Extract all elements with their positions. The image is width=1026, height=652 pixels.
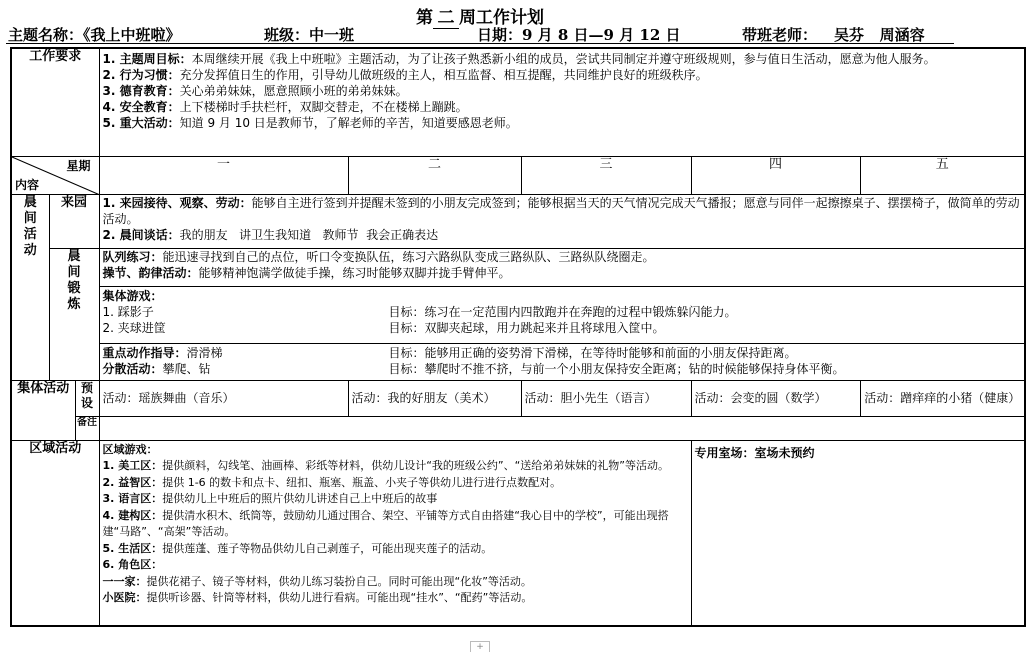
collective-planned-row [11,380,1025,416]
arrival-row [11,194,1025,248]
area-item: 3. 语言区：提供幼儿上中班后的照片供幼儿讲述自己上中班后的故事 [102,492,438,505]
collective-notes-row [11,416,1025,440]
title-suffix: 周工作计划 [459,8,544,28]
area-item: 4. 建构区：提供清水积木、纸筒等，鼓励幼儿通过围合、架空、平铺等方式自由搭建“我心目中的学校”，可能出现搭建“马路”、“高架”等活动。 [102,508,669,538]
area-item: 5. 生活区：提供莲蓬、莲子等物品供幼儿自己剥莲子，可能出现夹莲子的活动。 [102,541,493,555]
content-label: 内容 [15,177,40,192]
arrival-label: 来园 [49,194,99,248]
exercise-games-row [11,286,1025,380]
requirement-item: 5. 重大活动：知道 9 月 10 日是教师节，了解老师的辛苦，知道要感恩老师。 [102,116,518,130]
day-wednesday: 三 [521,156,691,194]
drill-content: 队列练习：能迅速寻找到自己的点位，听口令变换队伍，练习六路纵队变成三路纵队、三路纵队绕圈走。 操节、韵律活动：能够精神饱满学做徒手操，练习时能够双脚并拢手臂伸平。 [99,248,1025,286]
area-games-content [99,440,691,626]
special-room-label: 专用室场： [694,445,755,460]
area-activity-label: 区域活动 [11,440,99,626]
area-item: 小医院：提供听诊器、针筒等材料，供幼儿进行看病。可能出现“挂水”、“配药”等活动。 [102,591,533,604]
table-resize-handle[interactable]: + [470,641,490,652]
notes-content[interactable] [99,416,1025,440]
requirement-item: 4. 安全教育：上下楼梯时手扶栏杆，双脚交替走，不在楼梯上蹦跳。 [102,100,468,114]
theme-name: 主题名称：《我上中班啦》 [8,26,181,44]
game-item: 1. 踩影子 目标：练习在一定范围内四散跑并在奔跑的过程中锻炼躲闪能力。 [102,304,737,319]
day-thursday: 四 [691,156,860,194]
day-tuesday: 二 [348,156,521,194]
weekday-label: 星期 [66,158,91,173]
teachers-names: 吴芬 周涵容 [834,26,925,44]
header-divider [6,43,954,44]
date-range: 日期：9 月 8 日—9 月 12 日 [477,26,681,44]
morning-activity-label: 晨 间 活 动 [11,194,49,380]
requirement-item: 1. 主题周目标：本周继续开展《我上中班啦》主题活动，为了让孩子熟悉新小组的成员，尝试共同制定并遵守班级规则，参与值日生活动，愿意为他人服务。 [102,52,936,66]
special-room-content [691,440,1025,626]
key-action-item: 重点动作指导：滑滑梯 目标：能够用正确的姿势滑下滑梯，在等待时能够和前面的小朋友保持距离。 [102,345,797,360]
area-games-heading: 区域游戏： [102,442,158,456]
area-activity-row [11,440,1025,626]
special-room-status: 室场未预约 [754,445,815,460]
collective-activity-monday: 活动：瑶族舞曲（音乐） [99,380,348,416]
day-monday: 一 [99,156,348,194]
exercise-drill-row [11,248,1025,286]
area-item: 6. 角色区： [102,558,163,571]
header-bar [0,22,960,44]
collective-activity-wednesday: 活动：胆小先生（语言） [521,380,691,416]
collective-activity-label: 集体活动 [11,380,75,440]
teachers-label: 带班老师： [742,26,818,44]
class-name: 班级：中一班 [264,26,355,44]
title-prefix: 第 [416,8,433,28]
weekly-plan-table [10,47,1026,627]
day-friday: 五 [860,156,1025,194]
requirements-label: 工作要求 [11,48,99,156]
games-content: 集体游戏： 1. 踩影子 目标：练习在一定范围内四散跑并在奔跑的过程中锻炼躲闪能力。 2. 夹球进筐 目标：双脚夹起球，用力跳起来并且将球甩入筐中。 重点动作指导：滑滑梯 目标：能够用正确的姿势滑下滑梯，在等待时能够和前面的小朋友保持距离。 分散活动：攀爬、钻 目标：攀爬时不推不挤，与前一个小朋友保持安全距离；钻的时候能够保持身体平衡。 [99,286,1025,380]
collective-activity-thursday: 活动：会变的圆（数学） [691,380,860,416]
requirements-content [99,48,1025,156]
requirement-item: 2. 行为习惯：充分发挥值日生的作用，引导幼儿做班级的主人，相互监督、相互提醒，共同维护良好的班级秩序。 [102,68,708,82]
weekday-header-row [11,156,1025,194]
area-item: 一一家：提供花裙子、镜子等材料，供幼儿练习装扮自己。同时可能出现“化妆”等活动。 [102,574,532,588]
free-activity-item: 分散活动：攀爬、钻 目标：攀爬时不推不挤，与前一个小朋友保持安全距离；钻的时候能够保持身体平衡。 [102,361,845,376]
planned-label: 预设 [75,380,99,416]
requirements-row [11,48,1025,156]
collective-activity-tuesday: 活动：我的好朋友（美术） [348,380,521,416]
arrival-content: 1. 来园接待、观察、劳动：能够自主进行签到并提醒未签到的小朋友完成签到；能够根据当天的天气情况完成天气播报；愿意与同伴一起擦擦桌子、摆摆椅子，做简单的劳动活动。 2. 晨间谈话：我的朋友 讲卫生我知道 教师节 我会正确表达 [99,194,1025,248]
requirement-item: 3. 德育教育：关心弟弟妹妹，愿意照顾小班的弟弟妹妹。 [102,84,408,98]
notes-label: 备注 [75,416,99,440]
area-item: 2. 益智区：提供 1-6 的数卡和点卡、纽扣、瓶塞、瓶盖、小夹子等供幼儿进行进行点数配对。 [102,475,562,489]
morning-exercise-label: 晨 间 锻 炼 [49,248,99,380]
game-item: 2. 夹球进筐 目标：双脚夹起球，用力跳起来并且将球甩入筐中。 [102,320,665,335]
weekday-content-corner [11,156,99,194]
area-item: 1. 美工区：提供颜料，勾线笔、油画棒、彩纸等材料，供幼儿设计“我的班级公约”、“送给弟弟妹妹的礼物”等活动。 [102,459,669,472]
week-number[interactable]: 二 [433,3,459,29]
collective-activity-friday: 活动：蹭痒痒的小猪（健康） [860,380,1025,416]
